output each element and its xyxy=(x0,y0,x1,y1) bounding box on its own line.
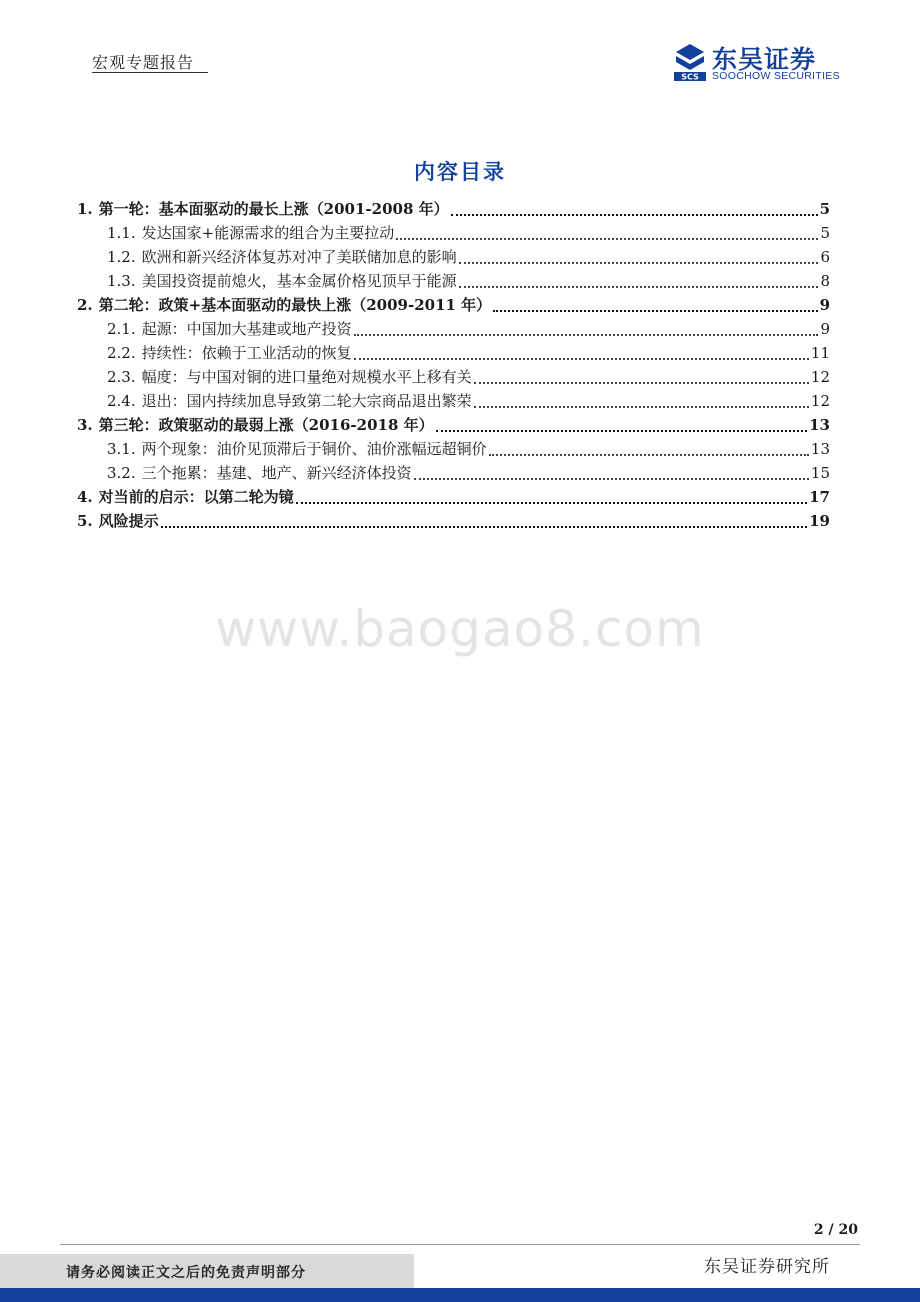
toc-entry-number: 1.2. xyxy=(107,248,136,266)
toc-entry-page: 11 xyxy=(810,344,830,362)
toc-entry-number: 3. xyxy=(77,416,93,434)
toc-entry[interactable] xyxy=(77,486,830,508)
toc-entry-number: 1.1. xyxy=(107,224,136,242)
toc-entry-number: 3.1. xyxy=(107,440,136,458)
report-type-label: 宏观专题报告 xyxy=(92,53,195,72)
toc-leader-dots xyxy=(414,477,809,480)
toc-entry-page: 19 xyxy=(809,512,830,530)
toc-entry-number: 3.2. xyxy=(107,464,136,482)
toc-entry-number: 2. xyxy=(77,296,93,314)
toc-entry-number: 4. xyxy=(77,488,93,506)
toc-entry-page: 13 xyxy=(809,416,830,434)
watermark-text: www.baogao8.com xyxy=(215,600,705,658)
toc-entry[interactable] xyxy=(77,414,830,436)
toc-entry-number: 2.4. xyxy=(107,392,136,410)
toc-leader-dots xyxy=(459,261,819,264)
toc-entry-number: 1. xyxy=(77,200,93,218)
toc-leader-dots xyxy=(474,381,809,384)
toc-entry-page: 9 xyxy=(820,320,830,338)
toc-entry-text: 发达国家+能源需求的组合为主要拉动 xyxy=(141,224,395,242)
toc-leader-dots xyxy=(489,453,809,456)
toc-entry-text: 美国投资提前熄火，基本金属价格见顶早于能源 xyxy=(141,272,457,290)
page-number: 2 / 20 xyxy=(813,1222,858,1238)
toc-entry[interactable] xyxy=(107,342,830,364)
toc-entry-text: 两个现象：油价见顶滞后于铜价、油价涨幅远超铜价 xyxy=(141,440,487,458)
toc-leader-dots xyxy=(161,525,807,528)
toc-leader-dots xyxy=(493,309,817,312)
footer-disclaimer: 请务必阅读正文之后的免责声明部分 xyxy=(66,1265,306,1281)
toc-entry[interactable] xyxy=(107,270,830,292)
toc-entry-text: 欧洲和新兴经济体复苏对冲了美联储加息的影响 xyxy=(141,248,457,266)
header-underline xyxy=(92,72,208,73)
toc-entry-page: 12 xyxy=(810,368,830,386)
toc-entry-number: 2.1. xyxy=(107,320,136,338)
logo-english-name: SOOCHOW SECURITIES xyxy=(712,70,840,82)
toc-entry[interactable] xyxy=(107,390,830,412)
toc-entry-text: 风险提示 xyxy=(98,512,159,530)
toc-entry[interactable] xyxy=(107,462,830,484)
footer-brand-bar xyxy=(0,1288,920,1302)
toc-entry-number: 2.2. xyxy=(107,344,136,362)
toc-entry-text: 第二轮：政策+基本面驱动的最快上涨（2009-2011 年） xyxy=(98,296,492,314)
toc-title: 内容目录 xyxy=(414,159,506,184)
toc-entry[interactable] xyxy=(107,222,830,244)
toc-entry-page: 5 xyxy=(819,200,830,218)
soochow-logo-mark-icon xyxy=(672,42,708,82)
toc-entry-text: 起源：中国加大基建或地产投资 xyxy=(141,320,352,338)
toc-leader-dots xyxy=(459,285,819,288)
toc-leader-dots xyxy=(451,213,818,216)
toc-entry-page: 15 xyxy=(810,464,830,482)
toc-entry-page: 8 xyxy=(820,272,830,290)
toc-entry-page: 5 xyxy=(820,224,830,242)
toc-leader-dots xyxy=(296,501,807,504)
toc-leader-dots xyxy=(436,429,808,432)
toc-entry-page: 9 xyxy=(819,296,830,314)
toc-entry-number: 1.3. xyxy=(107,272,136,290)
toc-entry-number: 2.3. xyxy=(107,368,136,386)
toc-entry[interactable] xyxy=(107,366,830,388)
toc-entry-number: 5. xyxy=(77,512,93,530)
toc-entry-page: 6 xyxy=(820,248,830,266)
toc-leader-dots xyxy=(396,237,818,240)
logo-mark-text: SCS xyxy=(681,72,699,82)
toc-entry-page: 13 xyxy=(810,440,830,458)
toc-entry[interactable] xyxy=(77,510,830,532)
brand-logo xyxy=(672,40,862,84)
toc-entry-text: 三个拖累：基建、地产、新兴经济体投资 xyxy=(141,464,412,482)
footer-divider xyxy=(60,1244,860,1245)
toc-leader-dots xyxy=(354,333,819,336)
toc-leader-dots xyxy=(354,357,809,360)
toc-entry-text: 幅度：与中国对铜的进口量绝对规模水平上移有关 xyxy=(141,368,472,386)
toc-entry[interactable] xyxy=(77,198,830,220)
toc-entry-text: 第三轮：政策驱动的最弱上涨（2016-2018 年） xyxy=(98,416,434,434)
toc-entry[interactable] xyxy=(107,318,830,340)
toc-entry[interactable] xyxy=(107,438,830,460)
toc-entry-text: 第一轮：基本面驱动的最长上涨（2001-2008 年） xyxy=(98,200,449,218)
toc-entry[interactable] xyxy=(107,246,830,268)
toc-entry-page: 17 xyxy=(809,488,830,506)
logo-chinese-name: 东吴证券 xyxy=(712,45,817,74)
toc-entry[interactable] xyxy=(77,294,830,316)
toc-entry-text: 持续性：依赖于工业活动的恢复 xyxy=(141,344,352,362)
toc-leader-dots xyxy=(474,405,809,408)
toc-entry-text: 退出：国内持续加息导致第二轮大宗商品退出繁荣 xyxy=(141,392,472,410)
toc-entry-text: 对当前的启示：以第二轮为镜 xyxy=(98,488,294,506)
footer-institute-name: 东吴证券研究所 xyxy=(704,1257,830,1277)
toc-entry-page: 12 xyxy=(810,392,830,410)
